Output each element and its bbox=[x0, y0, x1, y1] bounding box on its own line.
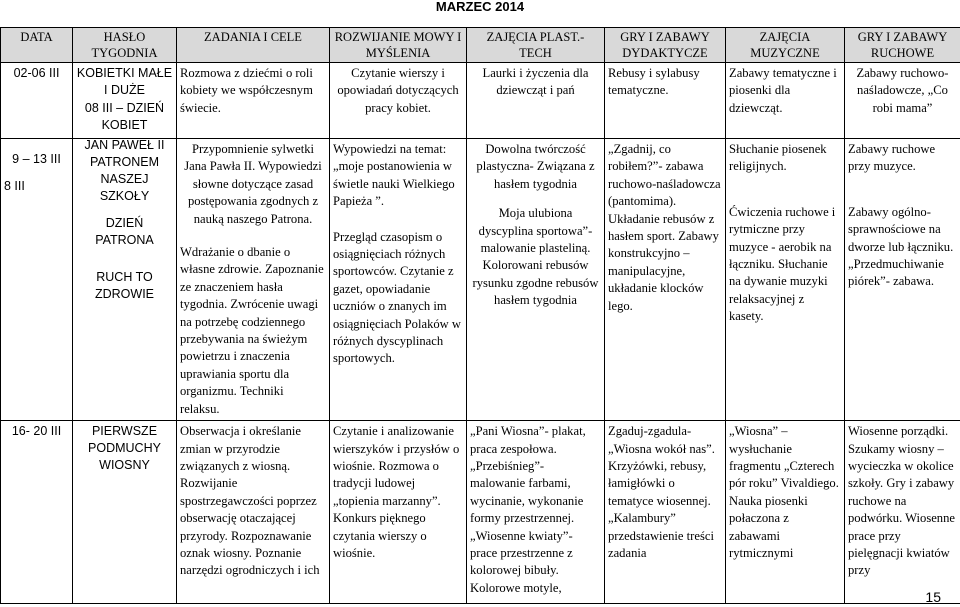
mowa-cell bbox=[330, 63, 467, 139]
gry-dyd-text: „Zgadnij, co robiłem?”- zabawa ruchowo-naśladowcza (pantomima). Układanie rebusów z hasłem sport. Zabawy konstrukcyjno – manipulacyjne, układanie klocków lego. bbox=[608, 142, 721, 313]
haslo-text: DZIEŃ PATRONA bbox=[95, 216, 154, 247]
date-text: 8 III bbox=[4, 179, 25, 193]
ruch-cell bbox=[845, 139, 960, 421]
page-number: 15 bbox=[925, 589, 941, 605]
date-text: 9 – 13 III bbox=[12, 152, 61, 166]
zadania-text: Przypomnienie sylwetki Jana Pawła II. Wypowiedzi słowne dotyczące zasad postępowania zgodnych z nauką naszego Patrona. bbox=[184, 142, 322, 226]
zadania-text: Wdrażanie o dbanie o własne zdrowie. Zapoznanie ze znaczeniem hasła tygodnia. Zwrócenie uwagi na potrzebę codziennego przebywania na świeżym powietrzu i znaczenia uprawiania sportu dla organizmu. Techniki relaksu. bbox=[180, 245, 324, 416]
zadania-cell bbox=[177, 63, 330, 139]
plast-cell bbox=[467, 421, 605, 604]
plast-text: Dowolna twórczość plastyczna- Związana z hasłem tygodnia bbox=[476, 142, 595, 191]
muz-text: Słuchanie piosenek religijnych. bbox=[729, 142, 827, 174]
date-cell bbox=[1, 139, 73, 421]
ruch-text: Zabawy ogólno-sprawnościowe na dworze lub łączniku. „Przedmuchiwanie piórek”- zabawa. bbox=[848, 204, 954, 289]
ruch-cell bbox=[845, 63, 960, 139]
haslo-cell bbox=[73, 421, 177, 604]
zadania-text: Rozmowa z dziećmi o roli kobiety we współczesnym świecie. bbox=[180, 66, 313, 115]
ruch-text: Wiosenne porządki. Szukamy wiosny – wycieczka w okolice szkoły. Gry i zabawy ruchowe na podwórku. Wiosenne prace przy pielęgnacji kwiatów przy bbox=[848, 424, 955, 578]
header-gry-dyd: GRY I ZABAWY DYDAKTYCZE bbox=[605, 28, 726, 63]
gry-dyd-cell bbox=[605, 63, 726, 139]
mowa-cell bbox=[330, 421, 467, 604]
mowa-cell bbox=[330, 139, 467, 421]
zadania-text: Obserwacja i określanie zmian w przyrodzie związanych z wiosną. Rozwijanie spostrzegawczości poprzez obserwację otaczającej przyrody. Rozpoznawanie oznak wiosny. Poznanie narzędzi ogrodniczych i ich bbox=[180, 424, 320, 578]
zadania-cell bbox=[177, 139, 330, 421]
muz-text: „Wiosna” – wysłuchanie fragmentu „Czterech pór roku” Vivaldiego. Nauka piosenki połaczona z zabawami rytmicznymi bbox=[729, 424, 839, 560]
plast-cell bbox=[467, 63, 605, 139]
mowa-text: Czytanie i analizowanie wierszyków i przysłów o wiośnie. Rozmowa o tradycji ludowej „topienia marzanny”. Konkurs pięknego czytania wierszy o wiośnie. bbox=[333, 424, 460, 560]
gry-dyd-text: Rebusy i sylabusy tematyczne. bbox=[608, 66, 700, 98]
mowa-text: Przegląd czasopism o osiągnięciach różnych sportowców. Czytanie z gazet, opowiadanie uczniów o znanych im osiągnięciach Polaków w różnych dyscyplinach sportowych. bbox=[333, 229, 462, 366]
zadania-cell bbox=[177, 421, 330, 604]
gry-dyd-cell bbox=[605, 139, 726, 421]
ruch-cell bbox=[845, 421, 960, 604]
date-cell: 16- 20 III bbox=[1, 421, 73, 604]
muz-cell bbox=[726, 63, 845, 139]
plast-text: Moja ulubiona dyscyplina sportowa”- malowanie plasteliną. Kolorowani rebusów rysunku zgodne rebusów hasłem tygodnia bbox=[472, 206, 599, 308]
header-plast: ZAJĘCIA PLAST.- TECH bbox=[467, 28, 605, 63]
haslo-text: RUCH TO ZDROWIE bbox=[94, 270, 155, 301]
header-mowa: ROZWIJANIE MOWY I MYŚLENIA bbox=[330, 28, 467, 63]
mowa-text: Czytanie wierszy i opowiadań dotyczących pracy kobiet. bbox=[337, 66, 459, 115]
table-row bbox=[1, 139, 960, 421]
haslo-cell bbox=[73, 101, 177, 421]
gry-dyd-cell bbox=[605, 421, 726, 604]
haslo-text: PIERWSZE PODMUCHY WIOSNY bbox=[88, 424, 161, 473]
header-row bbox=[1, 28, 960, 63]
page-title: MARZEC 2014 bbox=[435, 0, 525, 14]
date-cell: 02-06 III bbox=[1, 63, 73, 139]
plast-text: Laurki i życzenia dla dziewcząt i pań bbox=[482, 66, 589, 98]
header-haslo: HASŁO TYGODNIA bbox=[73, 28, 177, 63]
header-zadania: ZADANIA I CELE bbox=[177, 28, 330, 63]
plast-text: „Pani Wiosna”- plakat, praca zespołowa. „Przebiśnieg”- malowanie farbami, wycinanie, wykonanie formy przestrzennej. „Wiosenne kwiaty”- prace przestrzenne z kolorowej bibuły. Kolorowe motyle, bbox=[470, 424, 586, 595]
muz-text: Ćwiczenia ruchowe i rytmiczne przy muzyce - aerobik na łączniku. Słuchanie na dywanie muzyki relaksacyjnej z kasety. bbox=[729, 204, 836, 324]
header-muz: ZAJĘCIA MUZYCZNE bbox=[726, 28, 845, 63]
muz-cell bbox=[726, 139, 845, 421]
plast-cell bbox=[467, 139, 605, 421]
gry-dyd-text: Zgaduj-zgadula- „Wiosna wokół nas”. Krzyżówki, rebusy, łamigłówki o tematyce wiosennej. „Kalambury” przedstawienie treści zadania bbox=[608, 424, 715, 560]
muz-text: Zabawy tematyczne i piosenki dla dziewcząt. bbox=[729, 66, 837, 115]
mowa-text: Wypowiedzi na temat: „moje postanowienia w świetle nauki Wielkiego Papieża ”. bbox=[333, 142, 455, 209]
header-ruch: GRY I ZABAWY RUCHOWE bbox=[845, 28, 960, 63]
lesson-plan-table bbox=[0, 27, 960, 604]
ruch-text: Zabawy ruchowo-naśladowcze, „Co robi mama” bbox=[856, 66, 949, 115]
haslo-text: KOBIETKI MAŁE I DUŻE bbox=[76, 66, 173, 97]
table-row bbox=[1, 421, 960, 604]
haslo-text: 08 III – DZIEŃ KOBIET bbox=[84, 101, 165, 132]
muz-cell bbox=[726, 421, 845, 604]
header-date: DATA bbox=[1, 28, 73, 63]
haslo-text: JAN PAWEŁ II PATRONEM NASZEJ SZKOŁY bbox=[84, 138, 165, 203]
ruch-text: Zabawy ruchowe przy muzyce. bbox=[848, 142, 936, 174]
